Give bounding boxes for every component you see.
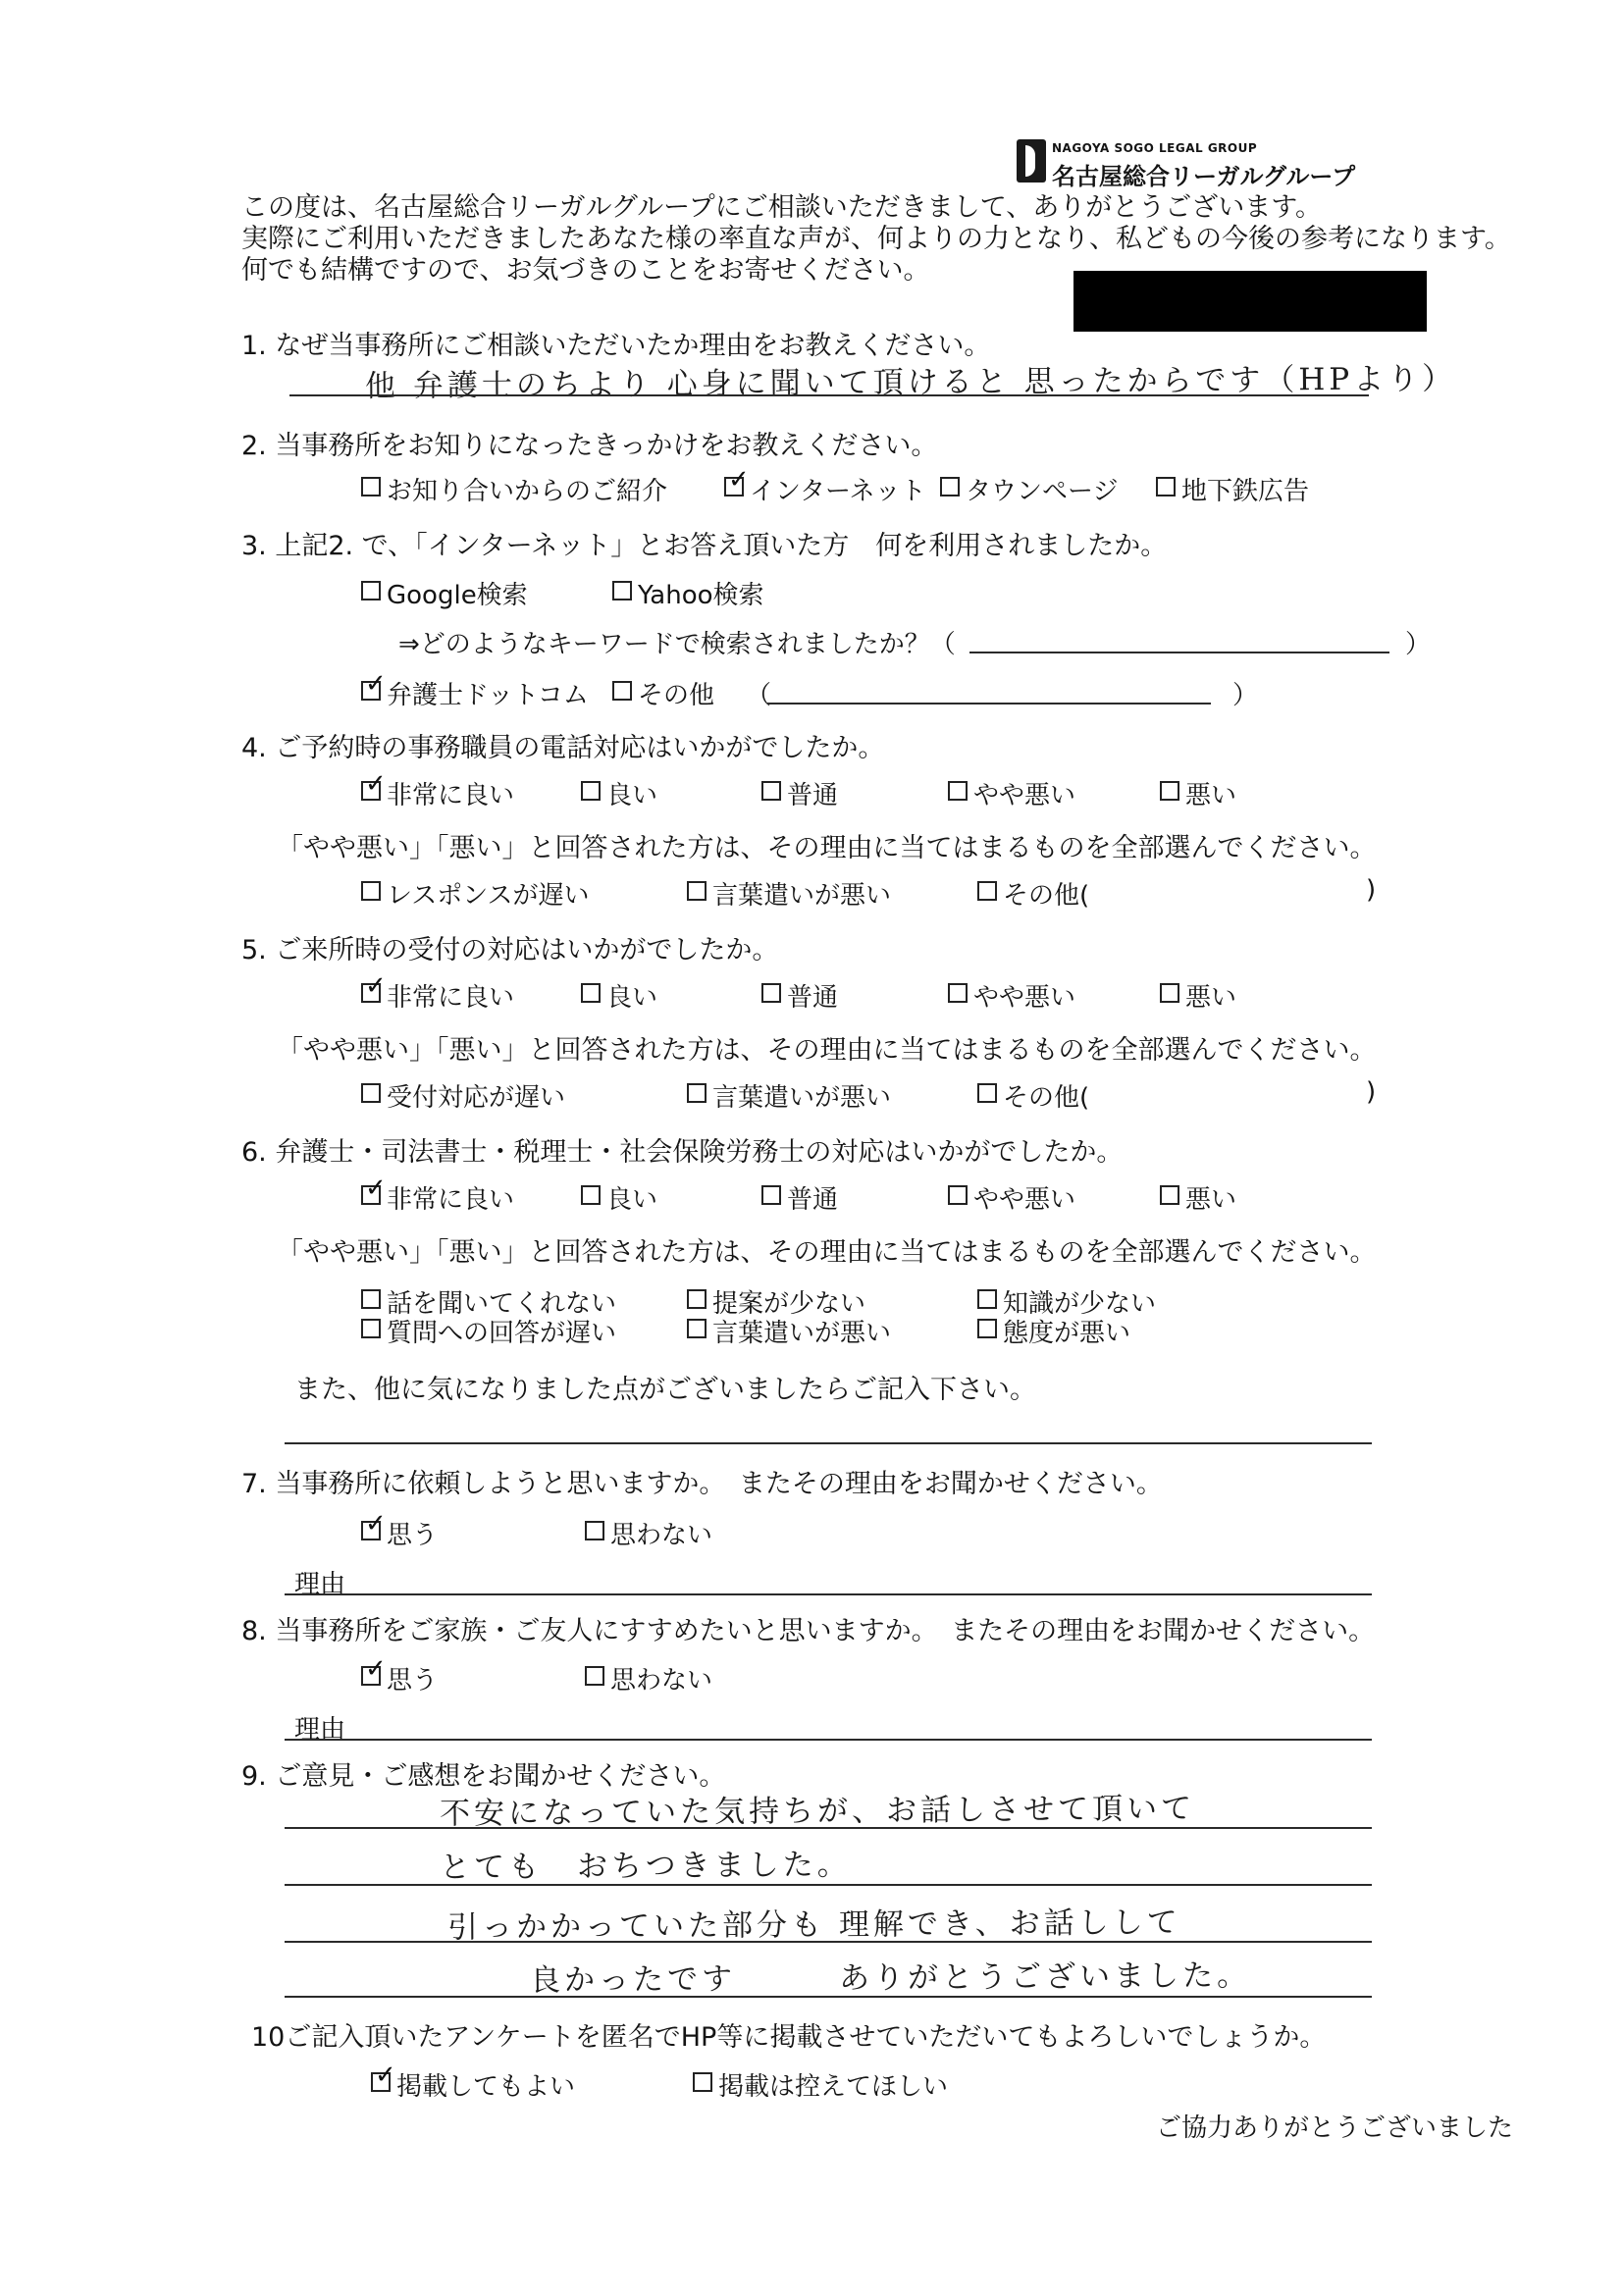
q4-checkbox-average[interactable] bbox=[761, 781, 781, 801]
q6-other-input-line[interactable] bbox=[285, 1442, 1372, 1444]
q6-checkbox-not-listening[interactable] bbox=[361, 1289, 381, 1309]
check-mark-icon: ✓ bbox=[365, 769, 387, 799]
q4-option-very-good: 非常に良い bbox=[387, 781, 515, 810]
redacted-name-box bbox=[1073, 271, 1427, 332]
question-7: 7. 当事務所に依頼しようと思いますか。 またその理由をお聞かせください。 bbox=[241, 1469, 1163, 1499]
q9-line-4 bbox=[285, 1996, 1372, 1998]
checkbox-subway-ad[interactable] bbox=[1156, 477, 1176, 496]
logo-english: NAGOYA SOGO LEGAL GROUP bbox=[1052, 141, 1258, 155]
q5-reason-other: その他( bbox=[1003, 1083, 1090, 1113]
q6-checkbox-little-knowledge[interactable] bbox=[977, 1289, 997, 1309]
check-mark-icon: ✓ bbox=[365, 669, 387, 699]
intro-line-2: 実際にご利用いただきましたあなた様の率直な声が、何よりの力となり、私どもの今後の参考になります。 bbox=[241, 224, 1511, 254]
q5-checkbox-slow-reception[interactable] bbox=[361, 1083, 381, 1103]
q5-checkbox-average[interactable] bbox=[761, 983, 781, 1003]
q10-checkbox-decline[interactable] bbox=[693, 2072, 712, 2092]
q7-option-no: 思わない bbox=[610, 1521, 713, 1550]
question-9: 9. ご意見・ご感想をお聞かせください。 bbox=[241, 1761, 726, 1792]
answer-1-handwritten[interactable]: 他 弁護士のちより 心身に聞いて頂けると 思ったからです（HPより） bbox=[364, 361, 1457, 404]
q4-reason-other: その他( bbox=[1003, 881, 1090, 911]
q6-checkbox-few-proposals[interactable] bbox=[687, 1289, 707, 1309]
q5-option-very-good: 非常に良い bbox=[387, 983, 515, 1013]
check-mark-icon: ✓ bbox=[728, 465, 750, 495]
answer-1-line bbox=[289, 394, 1369, 396]
q9-line-1 bbox=[285, 1827, 1372, 1829]
checkbox-townpage[interactable] bbox=[940, 477, 960, 496]
q4-checkbox-slow-response[interactable] bbox=[361, 881, 381, 901]
q8-reason-line[interactable] bbox=[285, 1739, 1372, 1741]
keyword-input-line[interactable] bbox=[969, 652, 1389, 653]
q4-checkbox-good[interactable] bbox=[581, 781, 601, 801]
q4-option-bad: 悪い bbox=[1185, 781, 1237, 810]
q6-reason-bad-attitude: 態度が悪い bbox=[1003, 1319, 1131, 1348]
q6-checkbox-average[interactable] bbox=[761, 1185, 781, 1205]
q6-option-good: 良い bbox=[606, 1185, 658, 1215]
q7-checkbox-no[interactable] bbox=[585, 1521, 604, 1540]
question-6: 6. 弁護士・司法書士・税理士・社会保険労務士の対応はいかがでしたか。 bbox=[241, 1137, 1124, 1168]
question-8: 8. 当事務所をご家族・ご友人にすすめたいと思いますか。 またその理由をお聞かせください。 bbox=[241, 1616, 1376, 1646]
q6-checkbox-bad[interactable] bbox=[1160, 1185, 1179, 1205]
q5-checkbox-bad-language[interactable] bbox=[687, 1083, 707, 1103]
q6-reason-not-listening: 話を聞いてくれない bbox=[387, 1289, 617, 1319]
q6-checkbox-bad-attitude[interactable] bbox=[977, 1319, 997, 1338]
q8-option-yes: 思う bbox=[387, 1666, 439, 1696]
q4-followup: 「やや悪い」「悪い」と回答された方は、その理由に当てはまるものを全部選んでください。 bbox=[277, 833, 1377, 863]
q6-option-bad: 悪い bbox=[1185, 1185, 1237, 1215]
checkbox-google[interactable] bbox=[361, 581, 381, 600]
option-yahoo: Yahoo検索 bbox=[638, 581, 764, 610]
option-bengoshi-dotcom: 弁護士ドットコム bbox=[387, 681, 589, 710]
q6-option-average: 普通 bbox=[787, 1185, 839, 1215]
q5-option-average: 普通 bbox=[787, 983, 839, 1013]
q6-checkbox-somewhat-bad[interactable] bbox=[948, 1185, 968, 1205]
check-mark-icon: ✓ bbox=[365, 1174, 387, 1203]
keyword-close-paren: ） bbox=[1405, 630, 1432, 659]
q10-option-allow: 掲載してもよい bbox=[396, 2072, 576, 2102]
checkbox-bengoshi-dotcom[interactable] bbox=[361, 669, 387, 701]
question-1: 1. なぜ当事務所にご相談いただいたか理由をお教えください。 bbox=[241, 331, 991, 361]
option-internet: インターネット bbox=[750, 477, 926, 506]
q6-reason-bad-language: 言葉遣いが悪い bbox=[712, 1319, 892, 1348]
q4-reason-slow-response: レスポンスが遅い bbox=[387, 881, 590, 911]
q6-option-very-good: 非常に良い bbox=[387, 1185, 515, 1215]
q5-checkbox-somewhat-bad[interactable] bbox=[948, 983, 968, 1003]
other-site-input-line[interactable] bbox=[767, 703, 1211, 704]
q4-checkbox-somewhat-bad[interactable] bbox=[948, 781, 968, 801]
q5-followup: 「やや悪い」「悪い」と回答された方は、その理由に当てはまるものを全部選んでください。 bbox=[277, 1035, 1377, 1066]
keyword-question: ⇒どのようなキーワードで検索されましたか？（ bbox=[398, 630, 956, 659]
q5-reason-bad-language: 言葉遣いが悪い bbox=[712, 1083, 892, 1113]
q7-option-yes: 思う bbox=[387, 1521, 439, 1550]
option-townpage: タウンページ bbox=[966, 477, 1119, 506]
intro-line-3: 何でも結構ですので、お気づきのことをお寄せください。 bbox=[241, 255, 930, 286]
q9-answer-line-4[interactable]: 良かったです ありがとうございました。 bbox=[529, 1957, 1252, 1999]
q5-option-somewhat-bad: やや悪い bbox=[973, 983, 1076, 1013]
q4-reason-bad-language: 言葉遣いが悪い bbox=[712, 881, 892, 911]
q9-answer-line-1[interactable]: 不安になっていた気持ちが、お話しさせて頂いて bbox=[439, 1791, 1196, 1832]
q8-checkbox-no[interactable] bbox=[585, 1666, 604, 1686]
closing-thanks: ご協力ありがとうございました bbox=[1156, 2113, 1514, 2143]
q7-checkbox-yes[interactable] bbox=[361, 1509, 387, 1540]
q6-checkbox-bad-language[interactable] bbox=[687, 1319, 707, 1338]
checkbox-internet[interactable] bbox=[724, 465, 750, 496]
q5-checkbox-good[interactable] bbox=[581, 983, 601, 1003]
q6-reason-few-proposals: 提案が少ない bbox=[712, 1289, 866, 1319]
q5-reason-close-paren: ) bbox=[1366, 1077, 1377, 1107]
q4-reason-close-paren: ) bbox=[1366, 875, 1377, 905]
q5-checkbox-other[interactable] bbox=[977, 1083, 997, 1103]
question-2: 2. 当事務所をお知りになったきっかけをお教えください。 bbox=[241, 431, 938, 461]
question-10: 10ご記入頂いたアンケートを匿名でHP等に掲載させていただいてもよろしいでしょうか。 bbox=[251, 2022, 1327, 2053]
q6-reason-slow-answers: 質問への回答が遅い bbox=[387, 1319, 617, 1348]
option-other-site: その他 bbox=[638, 681, 715, 710]
check-mark-icon: ✓ bbox=[375, 2061, 396, 2090]
q4-checkbox-very-good[interactable] bbox=[361, 769, 387, 801]
q5-option-bad: 悪い bbox=[1185, 983, 1237, 1013]
q6-option-somewhat-bad: やや悪い bbox=[973, 1185, 1076, 1215]
q9-answer-line-3[interactable]: 引っかかっていた部分も 理解でき、お話しして bbox=[446, 1905, 1181, 1946]
q7-reason-label: 理由 bbox=[294, 1570, 346, 1599]
checkbox-acquaintance[interactable] bbox=[361, 477, 381, 496]
q8-option-no: 思わない bbox=[610, 1666, 713, 1696]
q9-line-2 bbox=[285, 1884, 1372, 1886]
other-site-close-paren: ） bbox=[1232, 681, 1259, 710]
q5-reason-slow-reception: 受付対応が遅い bbox=[387, 1083, 566, 1113]
check-mark-icon: ✓ bbox=[365, 1654, 387, 1684]
question-4: 4. ご予約時の事務職員の電話対応はいかがでしたか。 bbox=[241, 733, 885, 763]
q4-checkbox-bad[interactable] bbox=[1160, 781, 1179, 801]
option-subway-ad: 地下鉄広告 bbox=[1181, 477, 1310, 506]
q6-followup: 「やや悪い」「悪い」と回答された方は、その理由に当てはまるものを全部選んでください。 bbox=[277, 1237, 1377, 1268]
option-acquaintance: お知り合いからのご紹介 bbox=[387, 477, 668, 506]
q4-option-somewhat-bad: やや悪い bbox=[973, 781, 1076, 810]
q6-checkbox-slow-answers[interactable] bbox=[361, 1319, 381, 1338]
q10-checkbox-allow[interactable] bbox=[371, 2061, 396, 2092]
option-google: Google検索 bbox=[387, 581, 528, 610]
check-mark-icon: ✓ bbox=[365, 1509, 387, 1539]
checkbox-yahoo[interactable] bbox=[612, 581, 632, 600]
q4-checkbox-other[interactable] bbox=[977, 881, 997, 901]
logo-japanese: 名古屋総合リーガルグループ bbox=[1052, 163, 1356, 190]
q10-option-decline: 掲載は控えてほしい bbox=[718, 2072, 949, 2102]
q6-checkbox-good[interactable] bbox=[581, 1185, 601, 1205]
q5-checkbox-bad[interactable] bbox=[1160, 983, 1179, 1003]
check-mark-icon: ✓ bbox=[365, 971, 387, 1001]
q6-other-note: また、他に気になりました点がございましたらご記入下さい。 bbox=[294, 1375, 1036, 1405]
q5-checkbox-very-good[interactable] bbox=[361, 971, 387, 1003]
q4-option-good: 良い bbox=[606, 781, 658, 810]
q8-reason-label: 理由 bbox=[294, 1715, 346, 1745]
q5-option-good: 良い bbox=[606, 983, 658, 1013]
q4-option-average: 普通 bbox=[787, 781, 839, 810]
checkbox-other-site[interactable] bbox=[612, 681, 632, 701]
question-3: 3. 上記2. で、「インターネット」とお答え頂いた方 何を利用されましたか。 bbox=[241, 531, 1168, 561]
logo-icon bbox=[1017, 139, 1046, 183]
q6-reason-little-knowledge: 知識が少ない bbox=[1003, 1289, 1157, 1319]
other-site-open-paren: （ bbox=[746, 681, 772, 710]
q7-reason-line[interactable] bbox=[285, 1593, 1372, 1595]
q8-checkbox-yes[interactable] bbox=[361, 1654, 387, 1686]
q4-checkbox-bad-language[interactable] bbox=[687, 881, 707, 901]
intro-line-1: この度は、名古屋総合リーガルグループにご相談いただきまして、ありがとうございます。 bbox=[241, 192, 1323, 223]
q9-answer-line-2[interactable]: とても おちつきました。 bbox=[439, 1847, 852, 1886]
q9-line-3 bbox=[285, 1941, 1372, 1943]
question-5: 5. ご来所時の受付の対応はいかがでしたか。 bbox=[241, 935, 779, 965]
q6-checkbox-very-good[interactable] bbox=[361, 1174, 387, 1205]
